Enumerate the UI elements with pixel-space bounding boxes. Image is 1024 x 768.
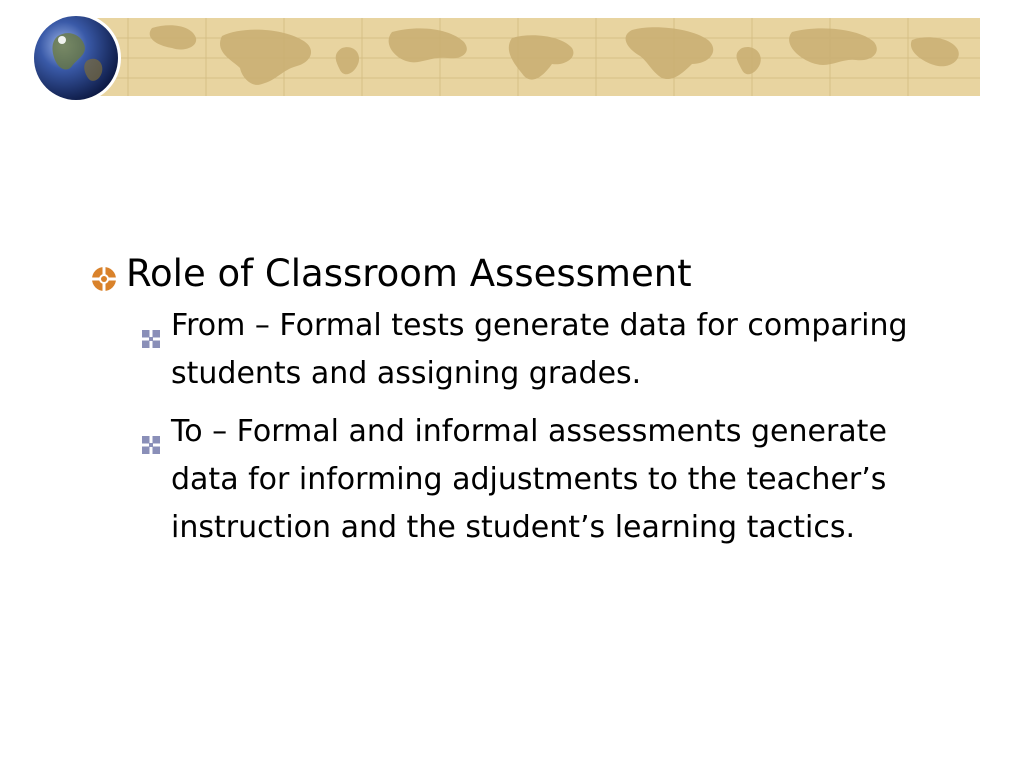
world-map-banner [92, 18, 980, 96]
slide-heading: Role of Classroom Assessment [126, 252, 692, 295]
compass-bullet-icon [90, 257, 118, 285]
square-bullet-icon [141, 316, 161, 336]
sub-bullet-item [136, 408, 970, 552]
sub-bullet-item [136, 302, 970, 398]
bullet-item-main [90, 250, 970, 298]
world-map-graphic [92, 18, 980, 96]
globe-icon [28, 10, 124, 106]
sub-bullet-text-from: From – Formal tests generate data for comparing students and assigning grades. [171, 308, 908, 391]
slide-content [90, 250, 970, 552]
sub-bullet-text-to: To – Formal and informal assessments generate data for informing adjustments to the teacher’s instruction and the student’s learning tactics. [171, 414, 887, 545]
square-bullet-icon [141, 422, 161, 442]
